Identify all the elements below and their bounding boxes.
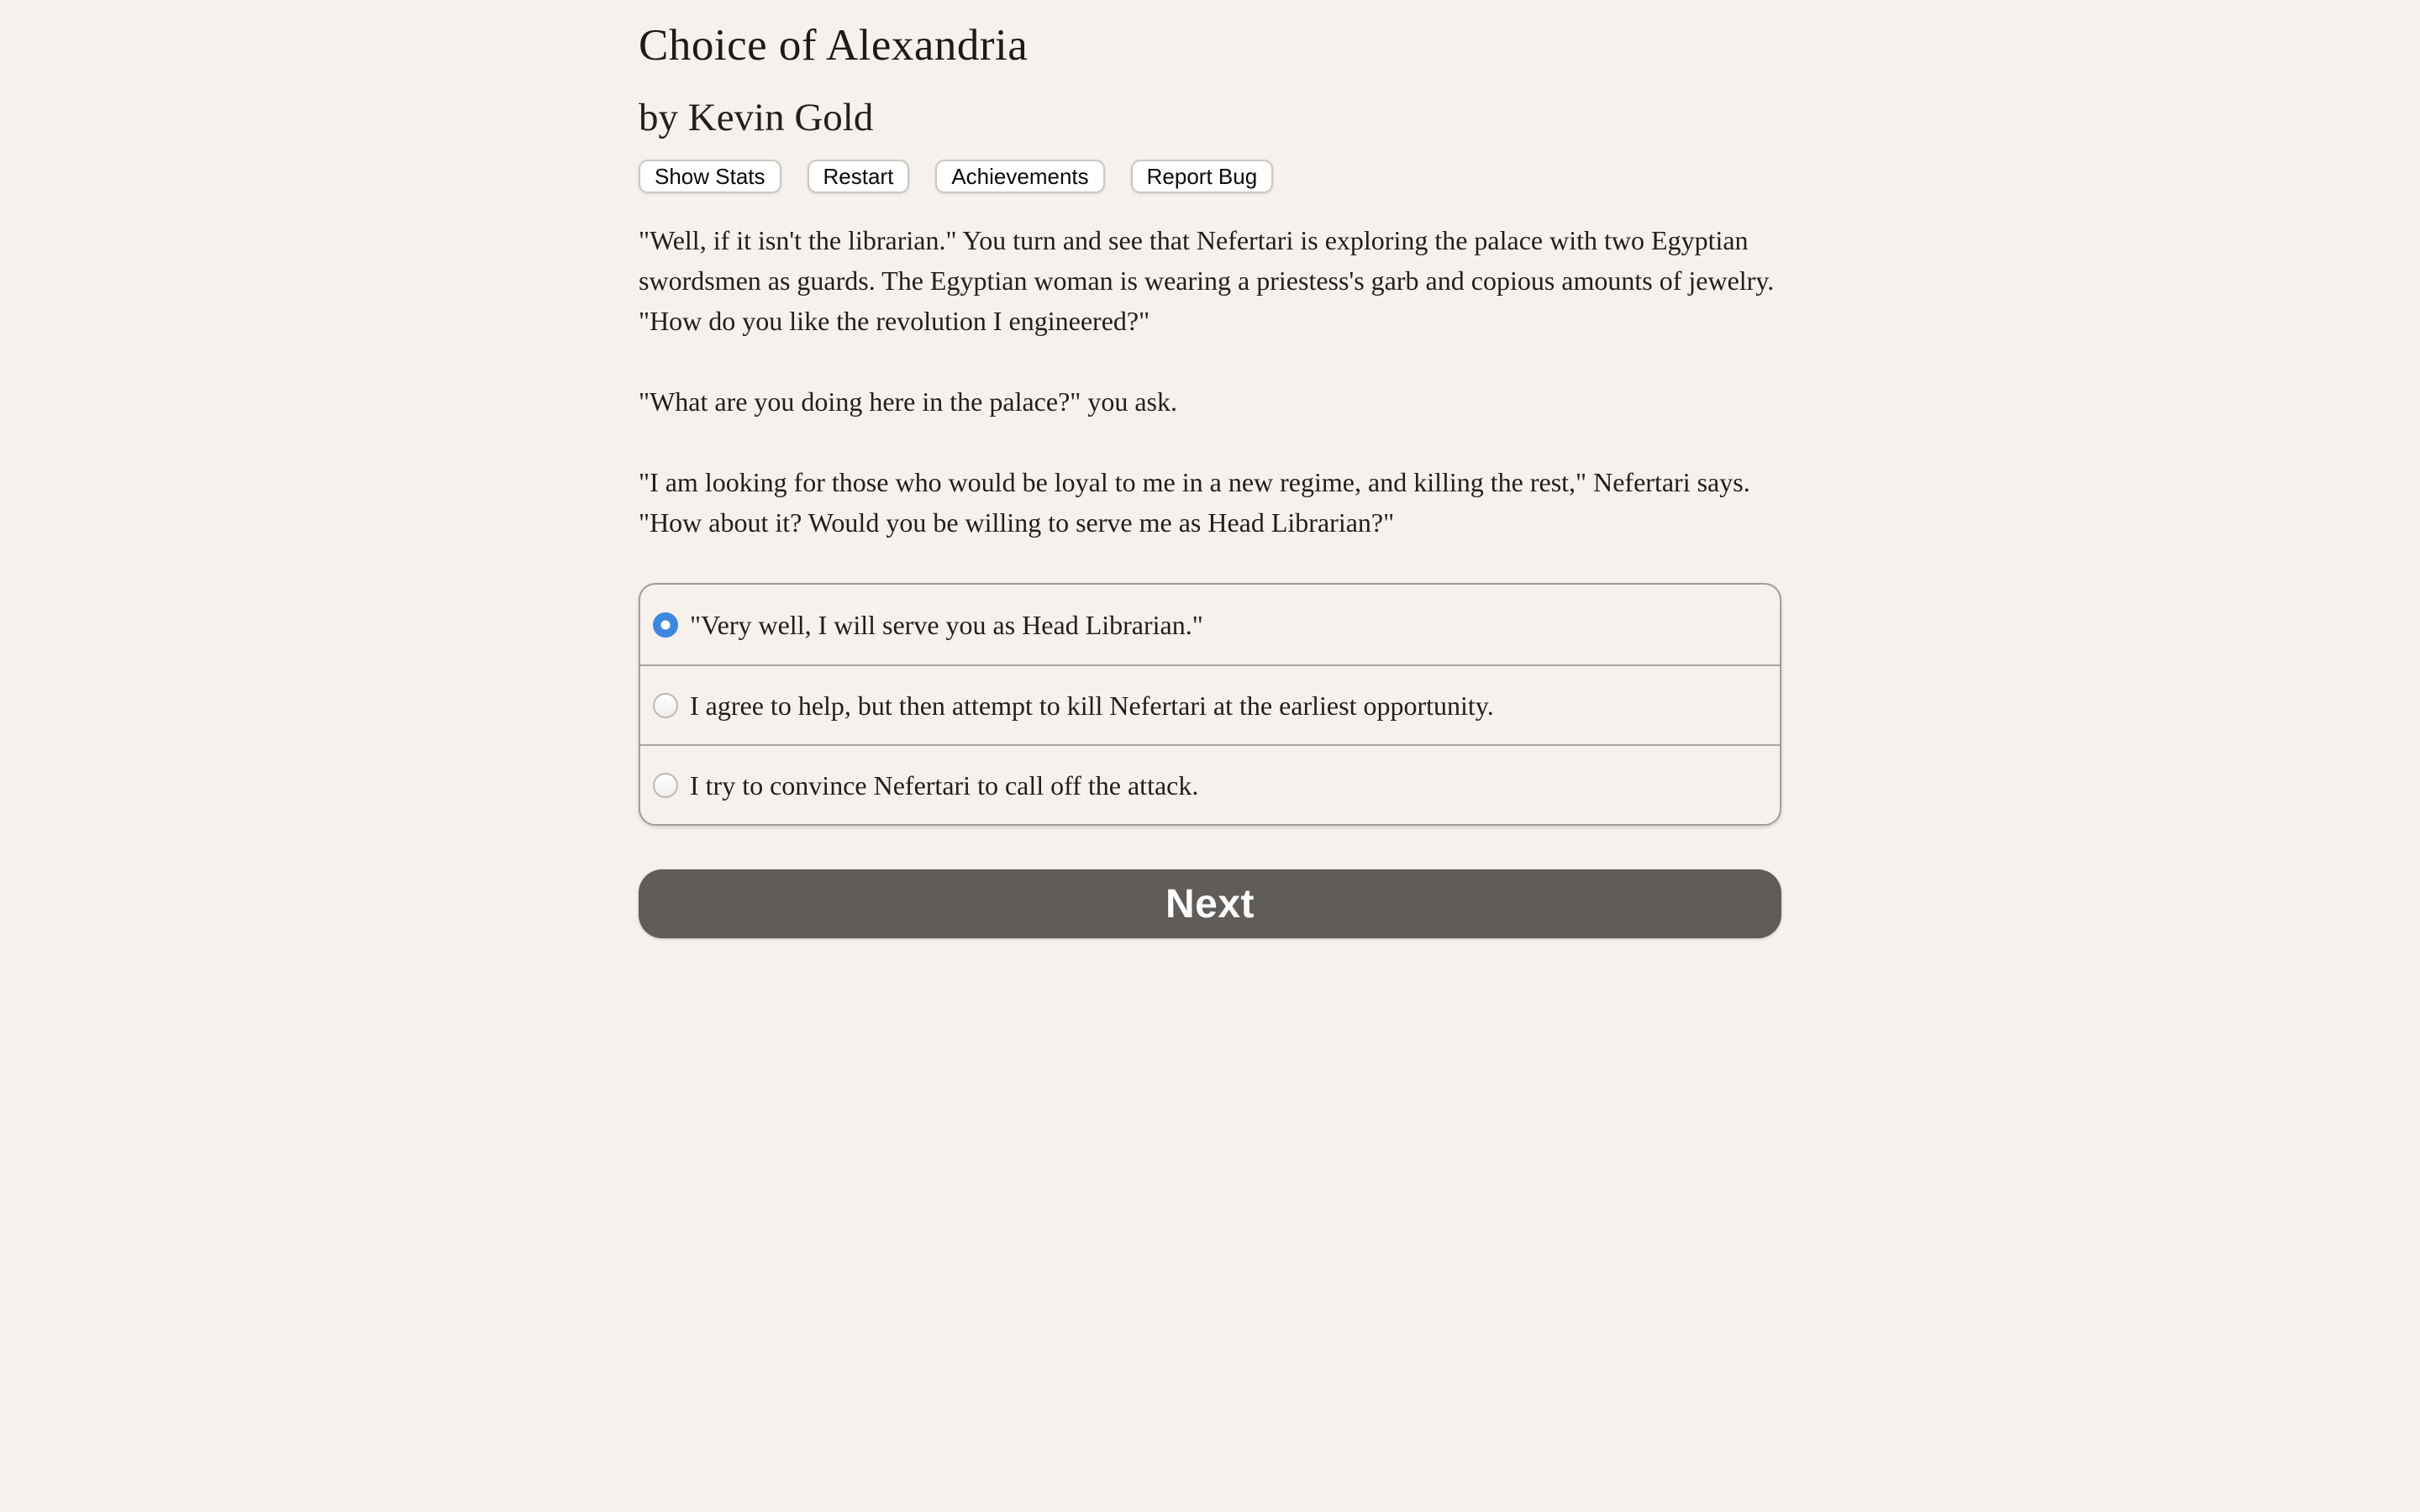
show-stats-button[interactable]: Show Stats [639,160,781,193]
choice-option-2[interactable] [640,664,1780,744]
report-bug-button[interactable]: Report Bug [1131,160,1274,193]
choice-option-label: "Very well, I will serve you as Head Librarian." [690,609,1203,640]
radio-button-icon[interactable] [653,612,678,638]
page-title: Choice of Alexandria [639,21,1028,70]
radio-button-icon[interactable] [653,693,678,718]
choice-option-label: I try to convince Nefertari to call off the attack. [690,769,1199,801]
author-byline: by Kevin Gold [639,96,874,139]
choice-option-label: I agree to help, but then attempt to kill Nefertari at the earliest opportunity. [690,690,1494,721]
game-page [639,0,1781,938]
story-paragraph: "What are you doing here in the palace?" you ask. [639,386,1177,417]
achievements-button[interactable]: Achievements [935,160,1104,193]
story-text [639,220,1781,543]
story-paragraph: "I am looking for those who would be loyal to me in a new regime, and killing the rest," Nefertari says. "How about it? Would you be willing to serve me as Head Librarian?" [639,467,1750,538]
choice-option-3[interactable] [640,744,1780,824]
next-button[interactable]: Next [639,869,1781,938]
toolbar [639,160,1781,193]
choice-option-1[interactable] [640,585,1780,664]
restart-button[interactable]: Restart [808,160,910,193]
story-paragraph: "Well, if it isn't the librarian." You turn and see that Nefertari is exploring the palace with two Egyptian swordsmen as guards. The Egyptian woman is wearing a priestess's garb and copious amounts of jewelry. "How do you like the revolution I engineered?" [639,225,1775,336]
choice-group [639,583,1781,826]
radio-button-icon[interactable] [653,773,678,798]
